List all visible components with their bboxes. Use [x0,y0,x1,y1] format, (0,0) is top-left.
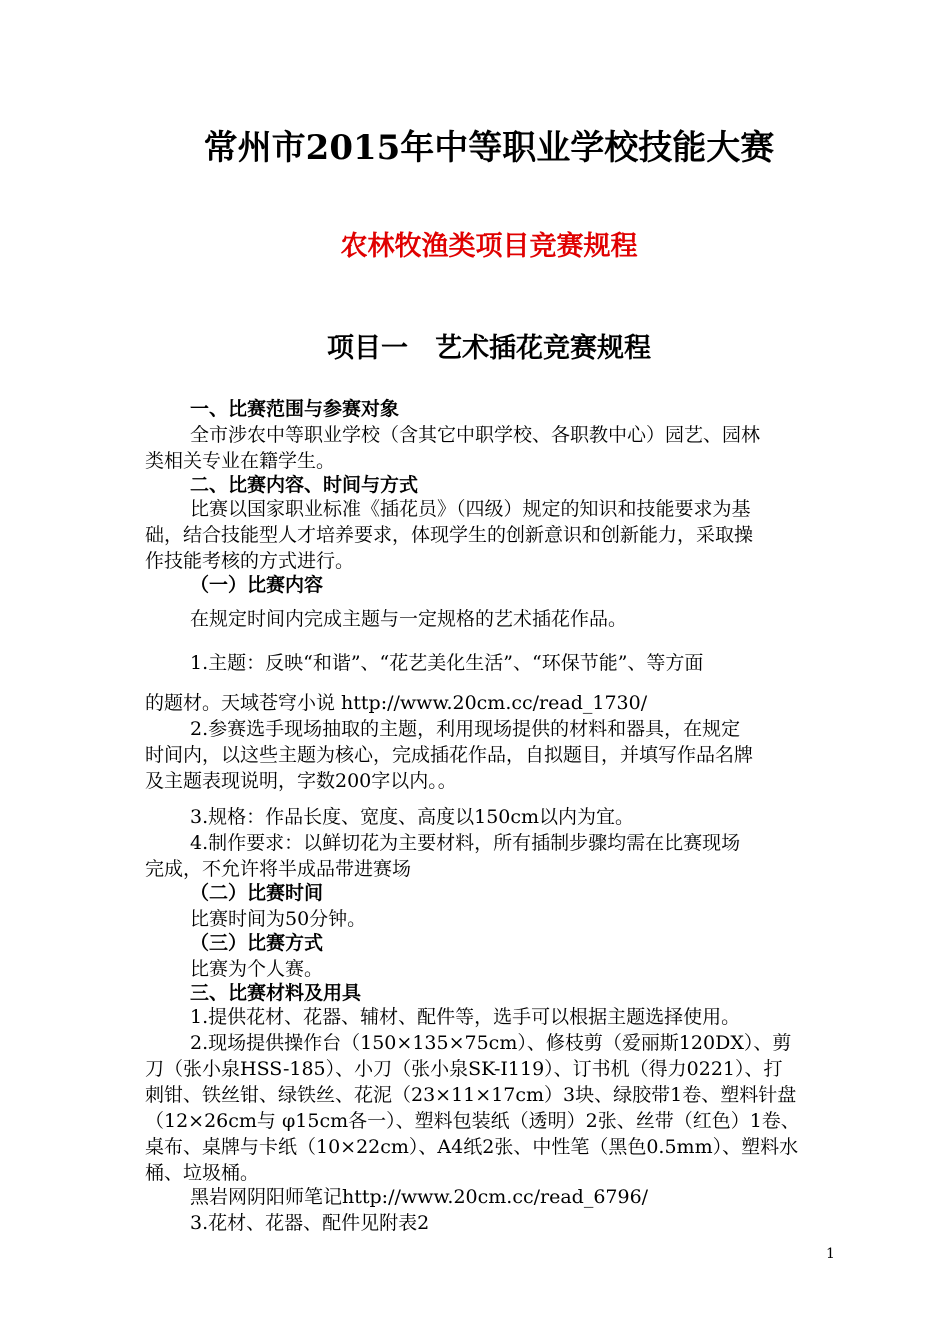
paragraph-line: 比赛为个人赛。 [190,958,324,980]
paragraph-line: 1.提供花材、花器、辅材、配件等，选手可以根据主题选择使用。 [190,1006,741,1028]
paragraph-line: 及主题表现说明，字数200字以内。。 [145,770,457,792]
paragraph-line: 作技能考核的方式进行。 [145,550,355,572]
paragraph-line: 4.制作要求：以鲜切花为主要材料，所有插制步骤均需在比赛现场 [190,832,741,854]
paragraph-line: 时间内，以这些主题为核心，完成插花作品，自拟题目，并填写作品名牌 [145,744,754,766]
heading-scope: 一、比赛范围与参赛对象 [190,398,400,420]
paragraph-line: 类相关专业在籍学生。 [145,450,336,472]
subheading-method: （三）比赛方式 [190,932,324,954]
paragraph-line: 比赛时间为50分钟。 [190,908,367,930]
paragraph-line: 全市涉农中等职业学校（含其它中职学校、各职教中心）园艺、园林 [190,424,761,446]
project-title: 项目一 艺术插花竞赛规程 [327,333,651,364]
paragraph-line: 桌布、桌牌与卡纸（10×22cm）、A4纸2张、中性笔（黑色0.5mm）、塑料水 [145,1136,799,1158]
paragraph-line: 黑岩网阴阳师笔记http://www.20cm.cc/read_6796/ [190,1186,649,1208]
paragraph-line: 1.主题：反映“和谐”、“花艺美化生活”、“环保节能”、等方面 [190,652,704,674]
paragraph-line: 3.花材、花器、配件见附表2 [190,1212,430,1234]
paragraph-line: 的题材。天域苍穹小说 http://www.20cm.cc/read_1730/ [145,692,648,714]
subheading-time: （二）比赛时间 [190,882,324,904]
paragraph-line: 桶、垃圾桶。 [145,1162,260,1184]
document-subtitle: 农林牧渔类项目竞赛规程 [340,231,638,262]
heading-materials: 三、比赛材料及用具 [190,982,362,1004]
paragraph-line: 础，结合技能型人才培养要求，体现学生的创新意识和创新能力，采取操 [145,524,754,546]
paragraph-line: 2.现场提供操作台（150×135×75cm）、修枝剪（爱丽斯120DX）、剪 [190,1032,792,1054]
paragraph-line: 在规定时间内完成主题与一定规格的艺术插花作品。 [190,608,628,630]
paragraph-line: 2.参赛选手现场抽取的主题，利用现场提供的材料和器具，在规定 [190,718,741,740]
paragraph-line: 刺钳、铁丝钳、绿铁丝、花泥（23×11×17cm）3块、绿胶带1卷、塑料针盘 [145,1084,797,1106]
paragraph-line: 刀（张小泉HSS-185）、小刀（张小泉SK-Ⅰ119）、订书机（得力0221）、打 [145,1058,783,1080]
paragraph-line: 完成，不允许将半成品带进赛场 [145,858,412,880]
heading-content: 二、比赛内容、时间与方式 [190,474,419,496]
page-number: 1 [826,1246,835,1262]
paragraph-line: 3.规格：作品长度、宽度、高度以150cm以内为宜。 [190,806,635,828]
document-title: 常州市2015年中等职业学校技能大赛 [203,128,775,168]
paragraph-line: （12×26cm与 φ15cm各一）、塑料包装纸（透明）2张、丝带（红色）1卷、 [145,1110,800,1132]
subheading-content: （一）比赛内容 [190,574,324,596]
paragraph-line: 比赛以国家职业标准《插花员》（四级）规定的知识和技能要求为基 [190,498,751,520]
